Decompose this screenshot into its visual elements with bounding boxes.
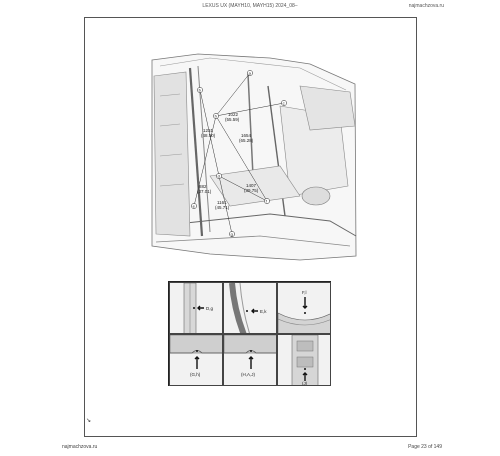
detail-panel	[277, 334, 331, 386]
detail-panel	[277, 282, 331, 334]
point-label: c	[282, 100, 285, 106]
dimension-value: 1022	[228, 112, 239, 117]
detail-label: (G,h)	[190, 372, 201, 377]
corner-arrow-icon: ↘	[86, 418, 92, 424]
footer-site: najmachzova.ru	[62, 444, 98, 450]
footer-page-number: Page 23 of 149	[408, 444, 442, 450]
point-label: h	[214, 113, 217, 119]
detail-label: F,l	[302, 290, 307, 295]
dimension-paren: (65.28)	[239, 138, 254, 143]
detail-panel	[169, 334, 223, 386]
dimension-paren: (48.50)	[201, 133, 216, 138]
detail-panel	[169, 282, 223, 334]
detail-label: D,g	[206, 306, 214, 311]
dimension-paren: (37.01)	[197, 189, 212, 194]
point-label: f	[265, 198, 267, 204]
dimension-paren: (55.59)	[225, 117, 240, 122]
detail-panel	[223, 282, 277, 334]
dimension-value: 1231	[203, 128, 214, 133]
dimension-value: 1654	[241, 133, 252, 138]
vehicle-body-illustration	[150, 46, 358, 268]
point-label: b	[198, 87, 201, 93]
detail-panel	[223, 334, 277, 386]
detail-panel-grid	[168, 281, 331, 386]
dimension-paren: (39.75)	[244, 188, 259, 193]
point-label: a	[248, 70, 251, 76]
detail-label: (H,A,J)	[241, 372, 255, 377]
dimension-value: 1407	[246, 183, 257, 188]
dimension-value: 882	[199, 184, 207, 189]
point-label: d	[217, 173, 220, 179]
detail-label: (J)	[302, 381, 308, 386]
detail-label: E,k	[260, 309, 267, 314]
point-label: g	[230, 231, 233, 237]
document-header-site: najmachzova.ru	[408, 3, 444, 9]
document-header-title: LEXUS UX (MAYH10, MAYH15) 2024_08–	[202, 3, 298, 9]
dimension-value: 1161	[217, 200, 227, 205]
dimension-paren: (45.71)	[215, 205, 230, 210]
point-label: e	[192, 203, 195, 209]
